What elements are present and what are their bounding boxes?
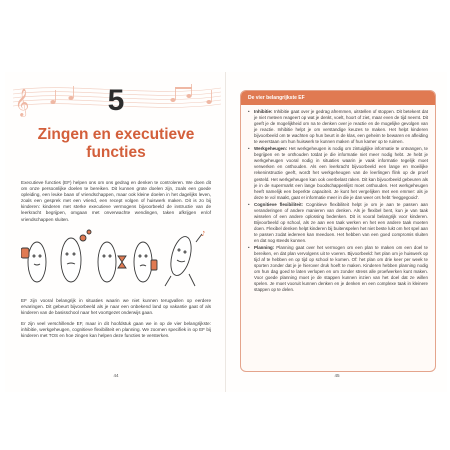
- list-item-term: Cognitieve flexibiliteit:: [254, 201, 304, 207]
- list-item: [248, 109, 428, 145]
- paragraph: EF zijn vooral belangrijk in situaties waarin we niet kunnen terugvallen op eerdere ervaringen. Dit gebeurt bijvoorbeeld als je naar een onbekend land op vakantie gaat of als kinderen van de basisschool naar het voortgezet onderwijs gaan.: [21, 298, 211, 316]
- info-box-title: De vier belangrijkste EF: [241, 91, 435, 105]
- list-item: [248, 245, 428, 293]
- page-number: 44: [113, 373, 119, 378]
- svg-text:𝄞: 𝄞: [15, 88, 30, 116]
- list-item-term: Planning:: [254, 245, 275, 251]
- list-item: [248, 146, 428, 200]
- page-number: 45: [334, 373, 340, 378]
- paragraph: Executieve functies (EF) helpen ons om ons gedrag en denken te controleren. We doen dit om onze persoonlijke doelen te bereiken. Dit kunnen grote doelen zijn, zoals een goede opleiding, een leuke baan of vriendschappen, maar ook kleine doelen in het dagelijks leven, zoals een gesprek met een vriend, een recept volgen of huiswerk maken. Dit is zo bij kinderen: kinderen met sterke executieve vermogens bijvoorbeeld de instructie van de leerkracht begrijpen, omgaan met onverwachte wendingen, taken afkrijgen en/of vriendschappen sluiten.: [21, 180, 211, 222]
- list-item-text: Inhibitie gaat over je gedrag afremmen, uitstellen of stoppen. Dit betekent dat je niet meteen reageert op wat je denkt, voelt, hoort of ziet, maar even de tijd neemt. Dit geeft je de mogelijkheid om na te denken over je reactie en de mogelijke gevolgen van je reactie. Inhibitie helpt je om verstandige keuzes te maken. Het helpt kinderen bijvoorbeeld om te wachten op hun beurt in de klas, een geheim te bewaren en afleiding te weerstaan om hun huiswerk te kunnen maken of hun kamer op te ruimen.: [254, 109, 428, 145]
- chapter-number: 5: [107, 84, 125, 117]
- paragraph: Er zijn veel verschillende EF, maar in dit hoofdstuk gaan we in op de vier belangrijkste: inhibitie, werkgeheugen, cognitieve flexibiliteit en planning. We zoomen specifiek in op EF bij kinderen met TOS en hoe zingen kan helpen deze functies te versterken.: [21, 321, 211, 339]
- chapter-title: Zingen en executieve functies: [37, 126, 195, 161]
- body-text-lower: [21, 298, 211, 345]
- right-page: [225, 72, 447, 392]
- cartoon-figures-illustration: [21, 226, 213, 288]
- svg-text:♪: ♪: [201, 230, 206, 238]
- list-item-text: Cognitieve flexibiliteit helpt je om je aan te passen aan veranderingen of andere manieren van denken. Als je flexibel bent, kun je van taak wisselen of een andere oplossing bedenken. Dit is vooral belangrijk voor kinderen. Bijvoorbeeld op school, als ze aan een taak werken en het een andere taak moeten doen. Flexibel denken helpt kinderen bij buitenspelen het niet beste lukt om het spel aan te passen zodat iedereen kan meedoen. Het hebben van een goed compromis sluiten en dat nog steeds kunnen.: [254, 201, 428, 243]
- intro-text: [21, 180, 211, 228]
- list-item-text: Het werkgeheugen is nodig om zintuiglijke informatie te ontvangen, te begrijpen en te onthouden totdat je die informatie niet meer nodig hebt. Je hebt je werkgeheugen vooral nodig in situaties waarin je vaak informatie tegelijk moet verwerken en onthouden. Als een leerkracht bijvoorbeeld een lange en moeilijke rekeninstructie geeft, wordt het werkgeheugen van de leerlingen flink op de proef gesteld. Het werkgeheugen kan ook overbelast raken. Dit kan bijvoorbeeld gebeuren als je in de supermarkt een lange boodschappenlijst moet onthouden. Het werkgeheugen heeft namelijk een beperkte capaciteit. Je kunt het vergelijken met een emmer: als je deze te vol maakt, gaat er informatie meer in die je dan weer ors hebt ‘leeggegooid’.: [254, 146, 428, 200]
- list-item-text: Planning gaat over het vermogen om een plan te maken om een doel te bereiken, en dat plan vervolgens uit te voeren. Bijvoorbeeld: het plan om je huiswerk op tijd af te hebben en op tijd op school te komen. Of: het plan om drie keer per week te sporten zonder dat je je hierover druk hoeft te maken. Kinderen hebben planning nodig om hun dag goed te laten verlopen en om zonder stress alle proefwerken kunt maken. Voor goede planning moet je de stappen kunnen inzien van het doel dat ze willen spelen. Je moet vooruit kunnen denken en je denken en een complexe taak in kleinere stappen op te delen.: [254, 245, 428, 293]
- info-box: [240, 90, 436, 372]
- list-item-term: Inhibitie:: [254, 109, 273, 114]
- ef-list: [241, 105, 435, 293]
- list-item-term: Werkgeheugen:: [254, 146, 288, 152]
- left-page: [5, 72, 227, 392]
- list-item: [248, 202, 428, 244]
